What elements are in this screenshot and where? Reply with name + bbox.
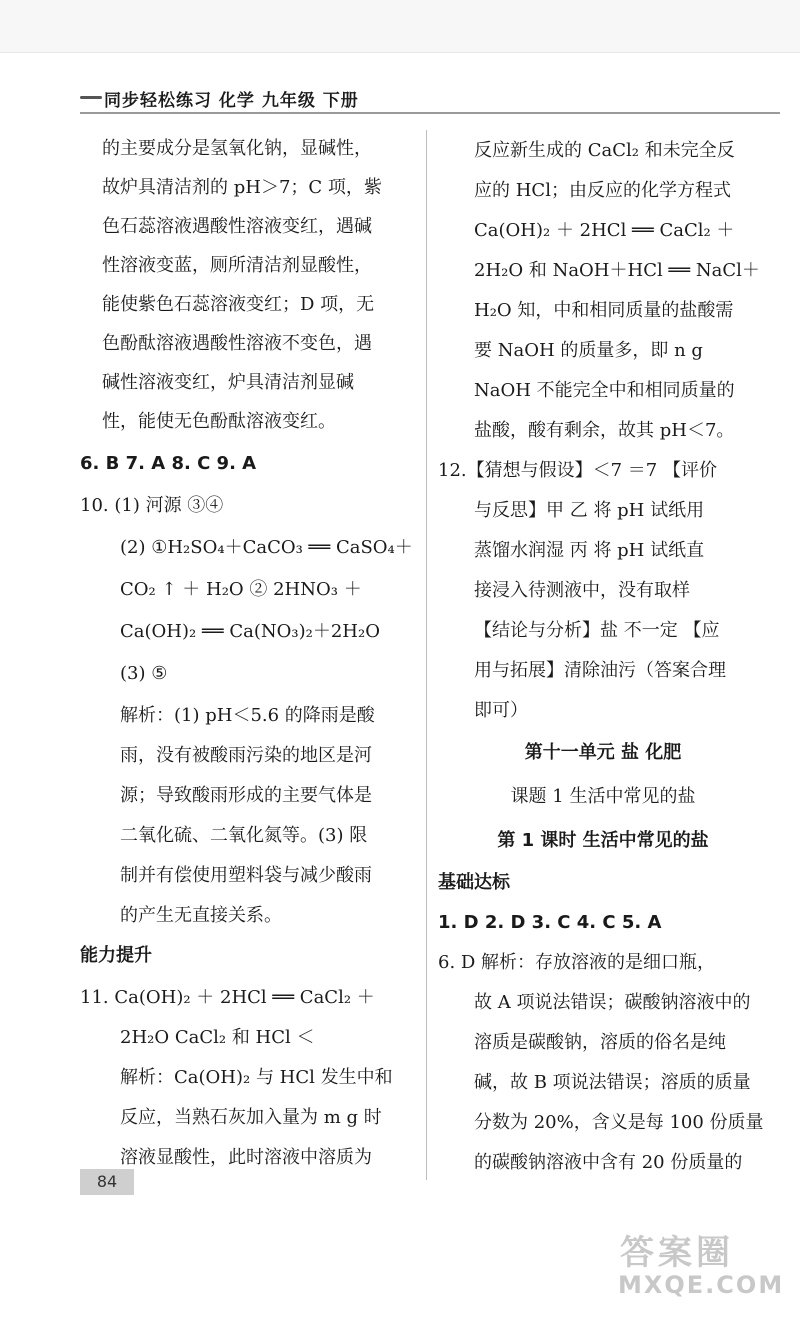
- text-line: 【结论与分析】盐 不一定 【应: [474, 620, 720, 641]
- question-10: 10. (1) 河源 ③④: [80, 495, 224, 516]
- site-watermark: [610, 1225, 790, 1305]
- text-line: 故 A 项说法错误；碳酸钠溶液中的: [474, 992, 751, 1013]
- text-line: 故炉具清洁剂的 pH＞7；C 项，紫: [102, 177, 382, 198]
- top-bar: [0, 0, 800, 53]
- text-line: 二氧化硫、二氧化氮等。(3) 限: [120, 825, 368, 846]
- text-line: 反应，当熟石灰加入量为 m g 时: [120, 1107, 382, 1128]
- text-line: 与反思】甲 乙 将 pH 试纸用: [474, 500, 705, 521]
- text-line: 盐酸，酸有剩余，故其 pH＜7。: [474, 420, 735, 441]
- text-line: 的碳酸钠溶液中含有 20 份质量的: [474, 1152, 743, 1173]
- text-line: 溶质是碳酸钠，溶质的俗名是纯: [474, 1032, 726, 1053]
- text-line: Ca(OH)₂ ＋ 2HCl ══ CaCl₂ ＋: [474, 220, 735, 241]
- page-number: 84: [80, 1169, 134, 1195]
- text-line: 色石蕊溶液遇酸性溶液变红，遇碱: [102, 216, 372, 237]
- watermark-domain: MXQE.COM: [618, 1271, 785, 1299]
- text-line: 接浸入待测液中，没有取样: [474, 580, 690, 601]
- answer-line: 6. B 7. A 8. C 9. A: [80, 453, 257, 474]
- text-line: 源；导致酸雨形成的主要气体是: [120, 785, 372, 806]
- text-line: Ca(OH)₂ ══ Ca(NO₃)₂＋2H₂O: [120, 621, 380, 642]
- text-line: 分数为 20%，含义是每 100 份质量: [474, 1112, 764, 1133]
- text-line: 碱，故 B 项说法错误；溶质的质量: [474, 1072, 751, 1093]
- answer-line: 1. D 2. D 3. C 4. C 5. A: [438, 912, 662, 933]
- text-line: 要 NaOH 的质量多，即 n g: [474, 340, 703, 361]
- text-line: 能使紫色石蕊溶液变红；D 项，无: [102, 294, 375, 315]
- text-line: (3) ⑤: [120, 663, 168, 684]
- header-rule: [80, 112, 780, 114]
- text-line: 制并有偿使用塑料袋与减少酸雨: [120, 865, 372, 886]
- unit-heading: 第十一单元 盐 化肥: [524, 742, 682, 763]
- text-line: CO₂ ↑ ＋ H₂O ② 2HNO₃ ＋: [120, 579, 362, 600]
- text-line: 解析：(1) pH＜5.6 的降雨是酸: [120, 705, 375, 726]
- text-line: 的产生无直接关系。: [120, 905, 282, 926]
- text-line: NaOH 不能完全中和相同质量的: [474, 380, 735, 401]
- text-line: 雨，没有被酸雨污染的地区是河: [120, 745, 372, 766]
- column-divider: [426, 130, 427, 1180]
- text-line: 蒸馏水润湿 丙 将 pH 试纸直: [474, 540, 705, 561]
- text-line: (2) ①H₂SO₄＋CaCO₃ ══ CaSO₄＋: [120, 537, 413, 558]
- book-header-title: 同步轻松练习 化学 九年级 下册: [104, 91, 359, 111]
- text-line: 即可）: [474, 700, 528, 721]
- lesson-heading: 课题 1 生活中常见的盐: [510, 786, 696, 807]
- text-line: 应的 HCl；由反应的化学方程式: [474, 180, 731, 201]
- header-swoosh-decoration: [80, 96, 102, 99]
- text-line: 的主要成分是氢氧化钠，显碱性，: [102, 138, 372, 159]
- text-line: 碱性溶液变红，炉具清洁剂显碱: [102, 372, 354, 393]
- text-line: 反应新生成的 CaCl₂ 和未完全反: [474, 140, 735, 161]
- text-line: 2H₂O CaCl₂ 和 HCl ＜: [120, 1027, 315, 1048]
- question-11: 11. Ca(OH)₂ ＋ 2HCl ══ CaCl₂ ＋: [80, 987, 375, 1008]
- question-6: 6. D 解析：存放溶液的是细口瓶，: [438, 952, 716, 973]
- text-line: 2H₂O 和 NaOH＋HCl ══ NaCl＋: [474, 260, 760, 281]
- text-line: 解析：Ca(OH)₂ 与 HCl 发生中和: [120, 1067, 393, 1088]
- text-line: 用与拓展】清除油污（答案合理: [474, 660, 726, 681]
- question-12: 12.【猜想与假设】＜7 ＝7 【评价: [438, 460, 717, 481]
- watermark-logo-text: 答案圈: [620, 1233, 734, 1273]
- text-line: H₂O 知，中和相同质量的盐酸需: [474, 300, 734, 321]
- text-line: 性，能使无色酚酞溶液变红。: [102, 411, 336, 432]
- text-line: 溶液显酸性，此时溶液中溶质为: [120, 1147, 372, 1168]
- period-heading: 第 1 课时 生活中常见的盐: [497, 830, 709, 851]
- text-line: 色酚酞溶液遇酸性溶液不变色，遇: [102, 333, 372, 354]
- section-heading: 能力提升: [80, 945, 152, 966]
- section-heading: 基础达标: [438, 872, 510, 893]
- text-line: 性溶液变蓝，厕所清洁剂显酸性，: [102, 255, 372, 276]
